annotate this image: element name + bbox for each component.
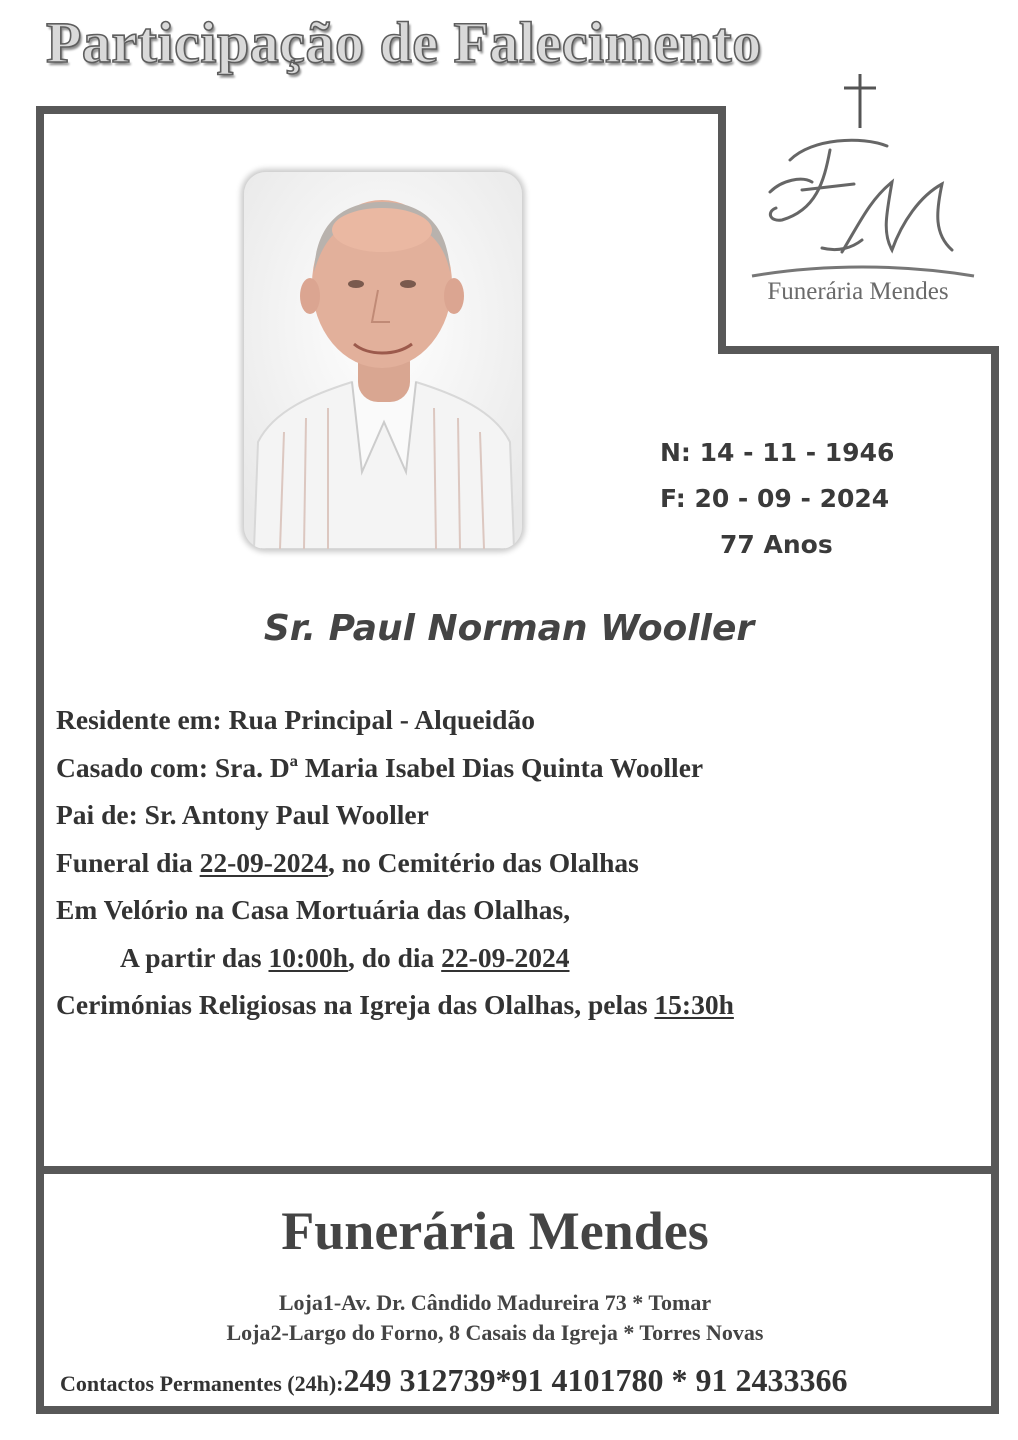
contacts-label: Contactos Permanentes (24h): [60, 1371, 344, 1396]
ceremony-line [56, 981, 956, 1029]
father-line: Pai de: Sr. Antony Paul Wooller [56, 799, 429, 830]
deceased-name: Sr. Paul Norman Wooller [263, 608, 755, 649]
wake-date: 22-09-2024 [441, 941, 570, 973]
funeral-suffix: , no Cemitério das Olalhas [327, 846, 639, 878]
wake-mid: , do dia [347, 941, 442, 973]
wake-time: 10:00h [268, 941, 348, 973]
ceremony-prefix: Cerimónias Religiosas na Igreja das Olalhas, pelas [56, 989, 655, 1020]
birth-line [660, 438, 894, 467]
fm-monogram [770, 140, 952, 252]
dates-block [660, 430, 920, 568]
wake-time-line [56, 934, 956, 982]
details-block [56, 696, 956, 1029]
footer-company: Funerária Mendes [281, 1201, 709, 1261]
death-label: F: [660, 484, 686, 513]
contacts-line [60, 1362, 848, 1399]
age: 77 Anos [720, 530, 833, 559]
death-date: 20 - 09 - 2024 [694, 484, 890, 513]
page-title: Participação de Falecimento [46, 10, 762, 75]
spouse-line: Casado com: Sra. Dª Maria Isabel Dias Quinta Wooller [56, 751, 704, 783]
funeral-prefix: Funeral dia [56, 846, 200, 878]
birth-label: N: [660, 438, 691, 467]
funeral-line [56, 839, 956, 887]
birth-date: 14 - 11 - 1946 [699, 438, 895, 467]
residence-line: Residente em: Rua Principal - Alqueidão [56, 704, 535, 735]
death-line [660, 484, 889, 513]
ceremony-time: 15:30h [654, 989, 734, 1020]
portrait-photo [244, 172, 522, 549]
cross-icon [844, 74, 876, 128]
funeral-date: 22-09-2024 [199, 846, 328, 878]
contacts-numbers: 249 312739*91 4101780 * 91 2433366 [343, 1362, 848, 1398]
wake-from-prefix: A partir das [120, 941, 269, 973]
funeral-home-logo [742, 72, 982, 312]
store2-address: Loja2-Largo do Forno, 8 Casais da Igreja * Torres Novas [226, 1320, 764, 1345]
wake-line: Em Velório na Casa Mortuária das Olalhas, [56, 894, 571, 925]
store1-address: Loja1-Av. Dr. Cândido Madureira 73 * Tomar [278, 1290, 712, 1315]
logo-swoosh [752, 267, 974, 276]
logo-name: Funerária Mendes [767, 278, 949, 305]
